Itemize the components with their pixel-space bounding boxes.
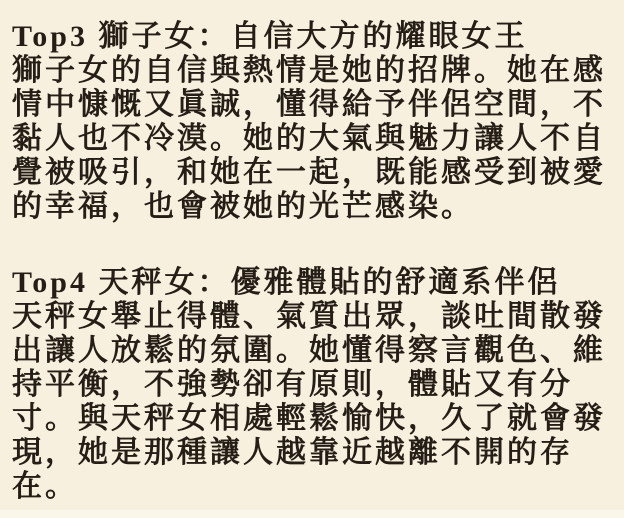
- text-line: 覺被吸引，和她在一起，既能感受到被愛: [12, 156, 606, 189]
- text-line: 在。: [12, 470, 78, 503]
- section-top3-leo: [12, 20, 616, 224]
- section-top4-title: Top4 天秤女：優雅體貼的舒適系伴侶: [12, 266, 561, 299]
- text-line: 天秤女舉止得體、氣質出眾，談吐間散發: [12, 300, 606, 333]
- section-top3-title: Top3 獅子女：自信大方的耀眼女王: [12, 20, 528, 53]
- text-line: 情中慷慨又眞誠，懂得給予伴侶空間，不: [12, 88, 606, 121]
- text-line: 獅子女的自信與熱情是她的招牌。她在感: [12, 54, 606, 87]
- text-line: 的幸福，也會被她的光芒感染。: [12, 190, 474, 223]
- text-line: 寸。與天秤女相處輕鬆愉快，久了就會發: [12, 402, 606, 435]
- section-top4-libra: [12, 266, 616, 504]
- text-line: 持平衡，不強勢卻有原則，體貼又有分: [12, 368, 573, 401]
- text-line: 黏人也不冷漠。她的大氣與魅力讓人不自: [12, 122, 606, 155]
- text-line: 現，她是那種讓人越靠近越離不開的存: [12, 436, 573, 469]
- text-line: 出讓人放鬆的氛圍。她懂得察言觀色、維: [12, 334, 606, 367]
- article-text-block: [12, 20, 616, 504]
